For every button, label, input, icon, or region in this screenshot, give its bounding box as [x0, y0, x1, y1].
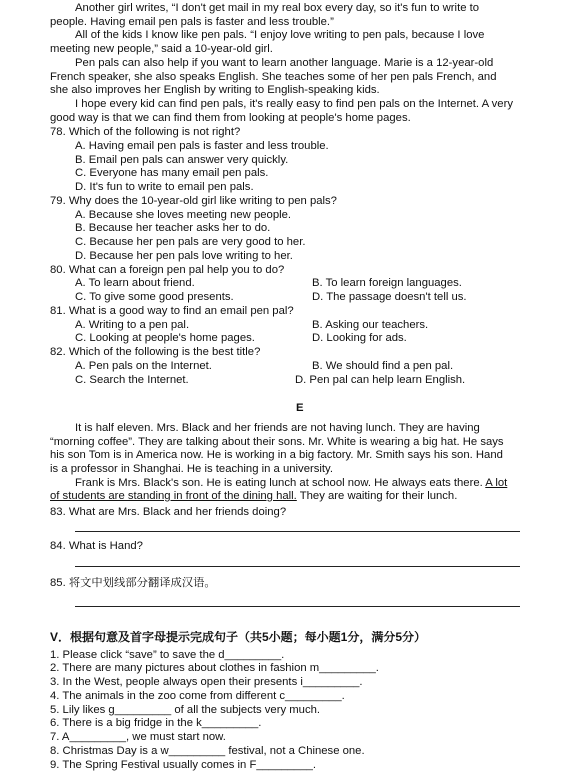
passage-line [75, 477, 560, 491]
option-81c: C. Looking at people's home pages. [75, 332, 255, 344]
fill-item-2: 2. There are many pictures about clothes in fashion m_________. [50, 662, 379, 674]
option-81a: A. Writing to a pen pal. [75, 319, 190, 331]
question-80: 80. What can a foreign pen pal help you to do? [50, 264, 285, 276]
answer-line-85[interactable] [75, 606, 520, 607]
question-78: 78. Which of the following is not right? [50, 126, 241, 138]
passage-line: All of the kids I know like pen pals. “I enjoy love writing to pen pals, because I love [75, 29, 485, 41]
passage-line: people. Having email pen pals is faster and less trouble.” [50, 16, 334, 28]
option-79b: B. Because her teacher asks her to do. [75, 222, 271, 234]
option-81b: B. Asking our teachers. [312, 319, 429, 331]
fill-item-9: 9. The Spring Festival usually comes in F_________. [50, 759, 317, 771]
passage-line: his son Tom is in America now. He is working in a big factory. Mr. Smith says his son. Hand [50, 449, 503, 461]
question-84: 84. What is Hand? [50, 540, 143, 552]
fill-item-3: 3. In the West, people always open their presents i_________. [50, 676, 363, 688]
fill-item-4: 4. The animals in the zoo come from different c_________. [50, 690, 345, 702]
question-81: 81. What is a good way to find an email pen pal? [50, 305, 294, 317]
option-79d: D. Because her pen pals love writing to her. [75, 250, 293, 262]
option-81d: D. Looking for ads. [312, 332, 407, 344]
passage-text: Frank is Mrs. Black's son. He is eating lunch at school now. He always eats there. [75, 477, 486, 489]
passage-line: she also improves her English by writing to English-speaking kids. [50, 84, 380, 96]
passage-line: Another girl writes, “I don't get mail in my real box every day, so it's fun to write to [75, 2, 480, 14]
passage-line: I hope every kid can find pen pals, it's really easy to find pen pals on the Internet. A very [75, 98, 513, 110]
passage-line: Pen pals can also help if you want to learn another language. Marie is a 12-year-old [75, 57, 494, 69]
question-79: 79. Why does the 10-year-old girl like writing to pen pals? [50, 195, 337, 207]
fill-item-7: 7. A_________, we must start now. [50, 731, 226, 743]
passage-line: French speaker, she also speaks English. She teaches some of her pen pals French, and [50, 71, 497, 83]
option-82a: A. Pen pals on the Internet. [75, 360, 212, 372]
option-82c: C. Search the Internet. [75, 374, 189, 386]
option-79a: A. Because she loves meeting new people. [75, 209, 292, 221]
option-78c: C. Everyone has many email pen pals. [75, 167, 269, 179]
option-80b: B. To learn foreign languages. [312, 277, 462, 289]
section-heading: E [296, 402, 304, 414]
fill-item-5: 5. Lily likes g_________ of all the subjects very much. [50, 704, 321, 716]
passage-line: meeting new people,” said a 10-year-old girl. [50, 43, 273, 55]
option-78b: B. Email pen pals can answer very quickly. [75, 154, 289, 166]
passage-line: good way is that we can find them from looking at people's home pages. [50, 112, 411, 124]
fill-item-8: 8. Christmas Day is a w_________ festival, not a Chinese one. [50, 745, 365, 757]
question-83: 83. What are Mrs. Black and her friends doing? [50, 506, 287, 518]
option-80a: A. To learn about friend. [75, 277, 195, 289]
option-80d: D. The passage doesn't tell us. [312, 291, 467, 303]
fill-item-1: 1. Please click “save” to save the d_________. [50, 649, 285, 661]
option-82b: B. We should find a pen pal. [312, 360, 454, 372]
question-85: 85. 将文中划线部分翻译成汉语。 [50, 577, 216, 589]
passage-line [50, 490, 535, 504]
answer-line-84[interactable] [75, 566, 520, 567]
option-82d: D. Pen pal can help learn English. [295, 374, 466, 386]
option-78d: D. It's fun to write to email pen pals. [75, 181, 254, 193]
fill-item-6: 6. There is a big fridge in the k_________. [50, 717, 262, 729]
option-80c: C. To give some good presents. [75, 291, 234, 303]
underlined-phrase: A lot [485, 477, 508, 489]
passage-text: They are waiting for their lunch. [296, 490, 458, 502]
answer-line-83[interactable] [75, 531, 520, 532]
question-82: 82. Which of the following is the best title? [50, 346, 261, 358]
underlined-phrase: of students are standing in front of the dining hall. [50, 490, 297, 502]
option-78a: A. Having email pen pals is faster and less trouble. [75, 140, 329, 152]
section-v-title: V．根据句意及首字母提示完成句子（共5小题；每小题1分，满分5分） [50, 631, 427, 644]
passage-line: It is half eleven. Mrs. Black and her friends are not having lunch. They are having [75, 422, 480, 434]
passage-line: “morning coffee”. They are talking about their sons. Mr. White is wearing a big hat. He says [50, 436, 504, 448]
passage-line: is a professor in Shanghai. He is teaching in a university. [50, 463, 333, 475]
option-79c: C. Because her pen pals are very good to her. [75, 236, 306, 248]
